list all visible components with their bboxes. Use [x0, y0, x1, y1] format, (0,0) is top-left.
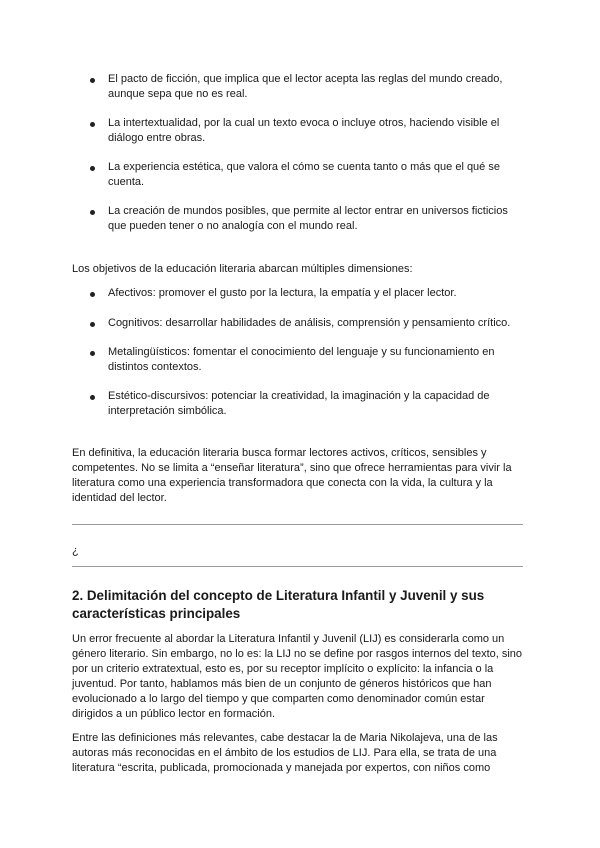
horizontal-rule [72, 566, 523, 567]
list-item-text: Cognitivos: desarrollar habilidades de análisis, comprensión y pensamiento crítico. [108, 317, 511, 329]
bullet-icon [90, 78, 95, 83]
list-item [108, 116, 528, 146]
list-item [108, 72, 528, 102]
list-item [108, 316, 528, 331]
list-item-text: La intertextualidad, por la cual un texto evoca o incluye otros, haciendo visible el diálogo entre obras. [108, 117, 500, 144]
section-heading: 2. Delimitación del concepto de Literatura Infantil y Juvenil y sus características principales [72, 588, 485, 621]
body-paragraph: Entre las definiciones más relevantes, cabe destacar la de Maria Nikolajeva, una de las autoras más reconocidas en el ámbito de los estudios de LIJ. Para ella, se trata de una literatura “escrita, publicada, promocionada y manejada por expertos, con niños como [72, 732, 498, 774]
bullet-icon [90, 351, 95, 356]
list-item-text: Estético-discursivos: potenciar la creatividad, la imaginación y la capacidad de interpretación simbólica. [108, 390, 490, 417]
list-item [108, 204, 528, 234]
body-paragraph: Un error frecuente al abordar la Literatura Infantil y Juvenil (LIJ) es considerarla como un género literario. Sin embargo, no lo es: la LIJ no se define por rasgos internos del texto, sino por un criterio extratextual, esto es, por su receptor implícito o explícito: la infancia o la juventud. Por tanto, hablamos más bien de un conjunto de géneros históricos que han evolucionado a lo largo del tiempo y que comparten como denominador común estar dirigidos a un público lector en formación. [72, 633, 523, 720]
list-item-text: La creación de mundos posibles, que permite al lector entrar en universos ficticios que pueden tener o no analogía con el mundo real. [108, 205, 508, 232]
objectives-intro: Los objetivos de la educación literaria abarcan múltiples dimensiones: [72, 263, 413, 275]
list-item [108, 160, 528, 190]
bullet-icon [90, 292, 95, 297]
list-item [108, 345, 528, 375]
bullet-icon [90, 210, 95, 215]
list-item-text: Metalingüísticos: fomentar el conocimiento del lenguaje y su funcionamiento en distintos contextos. [108, 346, 495, 373]
list-item-text: La experiencia estética, que valora el cómo se cuenta tanto o más que el qué se cuenta. [108, 161, 500, 188]
list-item-text: Afectivos: promover el gusto por la lectura, la empatía y el placer lector. [108, 287, 457, 299]
bullet-icon [90, 122, 95, 127]
list-item-text: El pacto de ficción, que implica que el lector acepta las reglas del mundo creado, aunque sepa que no es real. [108, 73, 503, 100]
list-item [108, 389, 528, 419]
inverted-question-mark: ¿ [72, 545, 79, 557]
bullet-icon [90, 395, 95, 400]
list-item [108, 286, 528, 301]
conclusion-paragraph: En definitiva, la educación literaria busca formar lectores activos, críticos, sensibles y competentes. No se limita a “enseñar literatura”, sino que ofrece herramientas para vivir la literatura como una experiencia transformadora que conecta con la vida, la cultura y la identidad del lector. [72, 447, 512, 504]
bullet-icon [90, 322, 95, 327]
horizontal-rule [72, 524, 523, 525]
bullet-icon [90, 166, 95, 171]
